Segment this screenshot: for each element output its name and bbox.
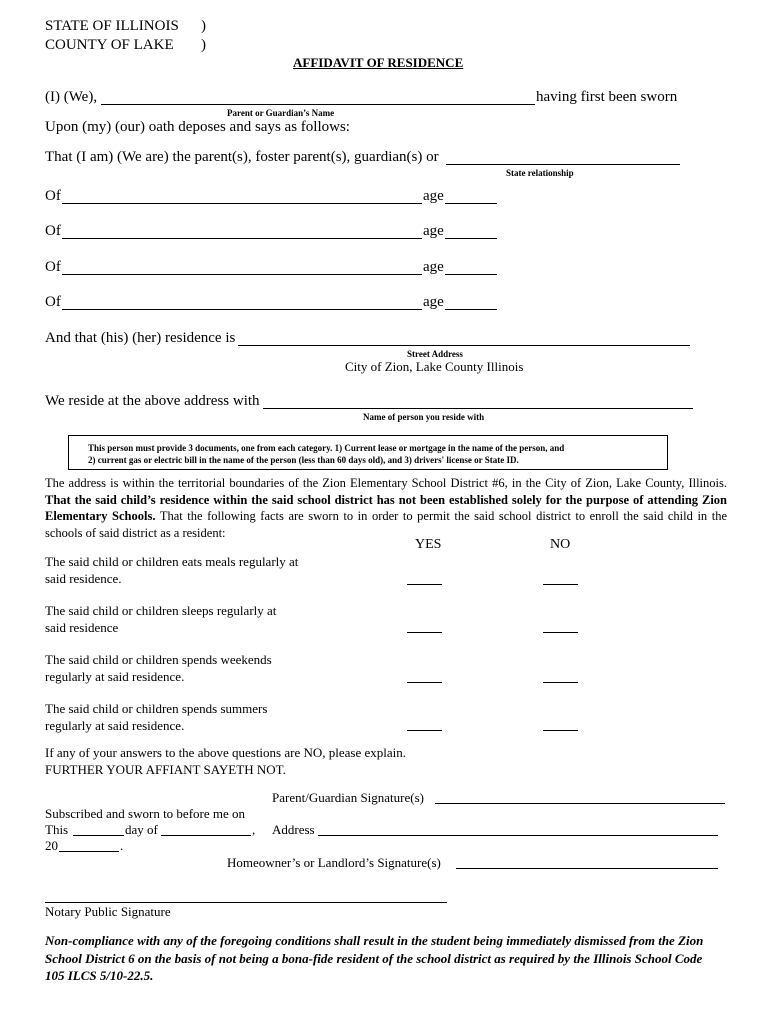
child-of-label: Of — [45, 188, 61, 204]
child-name-field[interactable] — [62, 274, 422, 275]
question-item — [45, 651, 345, 685]
question-line: The said child or children spends weekends — [45, 652, 272, 667]
comma: , — [252, 822, 256, 837]
question-item — [45, 553, 345, 587]
no-answer-field[interactable] — [543, 584, 578, 585]
parent-signature-label: Parent/Guardian Signature(s) — [272, 790, 424, 805]
reside-with-caption: Name of person you reside with — [363, 412, 485, 422]
period: . — [120, 838, 124, 853]
statement-paragraph — [45, 475, 727, 541]
notice-line: This person must provide 3 documents, one from each category. 1) Current lease or mortgage in the name of the person, and — [88, 443, 565, 453]
child-age-label: age — [423, 259, 444, 275]
reside-with-field[interactable] — [263, 408, 693, 409]
explain-text: If any of your answers to the above questions are NO, please explain. — [45, 745, 406, 760]
address-label: Address — [272, 822, 315, 837]
question-line: The said child or children spends summers — [45, 701, 268, 716]
parent-signature-field[interactable] — [435, 803, 725, 804]
homeowner-signature-label: Homeowner’s or Landlord’s Signature(s) — [227, 855, 441, 870]
reside-with-text: We reside at the above address with — [45, 393, 260, 409]
yes-answer-field[interactable] — [407, 682, 442, 683]
child-age-field[interactable] — [445, 238, 497, 239]
notice-line: 2) current gas or electric bill in the name of the person (less than 60 days old), and 3) drivers' license or State ID. — [88, 455, 519, 465]
no-header: NO — [550, 537, 571, 552]
parent-name-caption: Parent or Guardian’s Name — [227, 108, 335, 118]
question-line: said residence — [45, 620, 119, 635]
relationship-caption: State relationship — [506, 168, 574, 178]
day-field[interactable] — [73, 835, 124, 836]
day-of-label: day of — [125, 822, 158, 837]
question-line: The said child or children sleeps regularly at — [45, 603, 277, 618]
affiant-suffix: having first been sworn — [536, 89, 678, 105]
affiant-prefix: (I) (We), — [45, 89, 98, 105]
street-address-field[interactable] — [238, 345, 690, 346]
document-title: AFFIDAVIT OF RESIDENCE — [293, 55, 464, 70]
state-label: STATE OF ILLINOIS — [45, 18, 179, 34]
statement-part: That the following facts are sworn to in order to permit the said school district to enroll the said child in the schools of said district as a resident: — [45, 509, 727, 540]
question-line: The said child or children eats meals regularly at — [45, 554, 299, 569]
yes-answer-field[interactable] — [407, 730, 442, 731]
notary-label: Notary Public Signature — [45, 904, 171, 919]
question-line: said residence. — [45, 571, 122, 586]
child-of-label: Of — [45, 223, 61, 239]
year-prefix: 20 — [45, 838, 58, 853]
parent-name-field[interactable] — [101, 104, 535, 105]
statement-bold: That the said child’s residence within the said school district has not been established solely for the purpose of attending Zion Elementary Schools. — [45, 492, 727, 523]
yes-answer-field[interactable] — [407, 584, 442, 585]
child-name-field[interactable] — [62, 203, 422, 204]
residence-text: And that (his) (her) residence is — [45, 330, 236, 346]
relationship-field[interactable] — [446, 164, 680, 165]
child-age-label: age — [423, 294, 444, 310]
this-label: This — [45, 822, 69, 837]
year-field[interactable] — [59, 851, 119, 852]
yes-header: YES — [415, 537, 442, 552]
county-label: COUNTY OF LAKE — [45, 37, 174, 53]
homeowner-signature-field[interactable] — [456, 868, 718, 869]
street-address-caption: Street Address — [407, 349, 463, 359]
city-text: City of Zion, Lake County Illinois — [345, 359, 524, 374]
question-line: regularly at said residence. — [45, 718, 185, 733]
no-answer-field[interactable] — [543, 730, 578, 731]
oath-text: Upon (my) (our) oath deposes and says as follows: — [45, 119, 350, 135]
month-field[interactable] — [161, 835, 251, 836]
child-of-label: Of — [45, 259, 61, 275]
statement-part: The address is within the territorial boundaries of the Zion Elementary School District #6, in the City of Zion, Lake County, Illinois. — [45, 476, 727, 490]
address-field[interactable] — [318, 835, 718, 836]
notice-box — [68, 435, 668, 470]
child-of-label: Of — [45, 294, 61, 310]
child-age-label: age — [423, 223, 444, 239]
child-age-field[interactable] — [445, 274, 497, 275]
child-age-field[interactable] — [445, 203, 497, 204]
child-age-label: age — [423, 188, 444, 204]
child-age-field[interactable] — [445, 309, 497, 310]
relationship-text: That (I am) (We are) the parent(s), foster parent(s), guardian(s) or — [45, 149, 439, 165]
subscribed-text: Subscribed and sworn to before me on — [45, 806, 246, 821]
notary-signature-field[interactable] — [45, 902, 447, 903]
question-line: regularly at said residence. — [45, 669, 185, 684]
paren: ) — [201, 18, 206, 34]
question-item — [45, 602, 345, 636]
child-name-field[interactable] — [62, 309, 422, 310]
yes-answer-field[interactable] — [407, 632, 442, 633]
no-answer-field[interactable] — [543, 682, 578, 683]
paren: ) — [201, 37, 206, 53]
further-text: FURTHER YOUR AFFIANT SAYETH NOT. — [45, 762, 286, 777]
child-name-field[interactable] — [62, 238, 422, 239]
question-item — [45, 700, 345, 734]
no-answer-field[interactable] — [543, 632, 578, 633]
disclaimer: Non-compliance with any of the foregoing conditions shall result in the student being immediately dismissed from the Zion School District 6 on the basis of not being a bona-fide resident of the school district as required by the Illinois School Code 105 ILCS 5/10-22.5. — [45, 933, 704, 983]
